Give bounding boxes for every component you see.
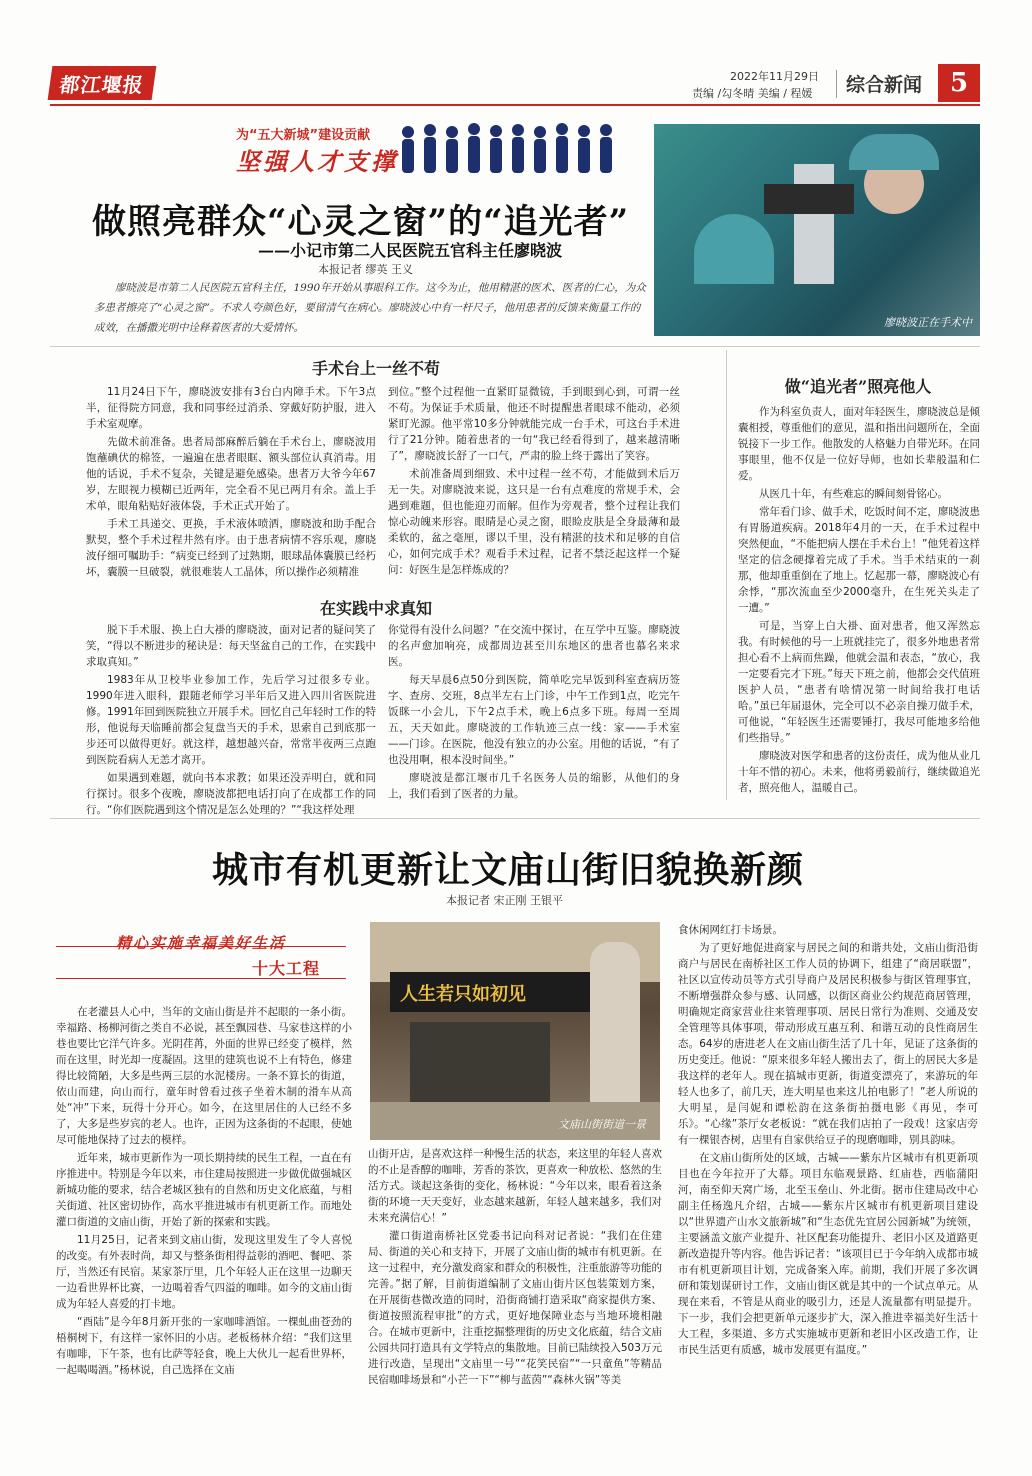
microscope-head-shape (764, 184, 854, 214)
photo-caption: 廖晓波正在手术中 (884, 316, 972, 329)
section3-title: 做“追光者”照亮他人 (784, 377, 932, 396)
banner-top: 为“五大新城”建设贡献 (236, 128, 371, 143)
section-name: 综合新闻 (846, 74, 923, 96)
people-silhouettes-icon (396, 122, 646, 176)
article2-column-2: 山街开店，是喜欢这样一种慢生活的状态，来这里的年轻人喜欢的不止是香醇的咖啡，芳香的茶饮，更喜欢一种放松、悠然的生活方式。谈起这条街的变化，杨林说：“今年以来，眼看着这条街的环境一天天变好，业态越来越新，年轻人越来越多，我们对未来充满信心！” 灌口街道南桥社区党委书记向科对记者说：“我们在住建局、街道的关心和支持下，开展了文庙山街的城市有机更新。在这一过程中，充分激发商家和群众的积极性，注重旅游等功能的完善。”据了解，目前街道编制了文庙山街片区包装策划方案，在开展街巷微改造的同时，沿街商铺打造采取“商家提供方案、街道按照流程审批”的方式，更好地保障业态与当地环境相融合。在城市更新中，注重挖掘整理街的历史文化底蕴，结合文庙公园共同打造具有文学特点的集散地。目前已陆续投入503万元进行改造，呈现出“文庙里一号”“花笑民宿”“一只童鱼”等精品民宿咖啡场景和“小芒一下”“柳与蓝茵”“森林火锅”等美 (368, 1148, 662, 1386)
newspaper-logo: 都江堰报 (48, 66, 157, 100)
street-photo-caption: 文庙山街街道一景 (558, 1118, 646, 1131)
article-divider (50, 818, 980, 819)
surgical-cap-shape (849, 134, 939, 170)
shop-sign-board (390, 972, 590, 1012)
page-number: 5 (938, 64, 980, 102)
article1-intro: 廖晓波是市第二人民医院五官科主任，1990年开始从事眼科工作。这今为止，他用精湛的医术、医者的仁心，为众多患者擦亮了“心灵之窗”。不求人夸颜色好，要留清气在病心。廖晓波心中有一杆尺子，他用患者的反馈来衡量工作的成效，在播撒光明中诠释着医者的大爱情怀。 (94, 282, 646, 334)
sec3-column: 作为科室负责人，面对年轻医生，廖晓波总是倾囊相授，尊重他们的意见，温和指出问题所在，全面锐接下一步工作。他散发的人格魅力自带光环。在同事眼里，他不仅是一位好导师，也如长辈般温和仁爱。 从医几十年，有些难忘的瞬间刻骨铭心。 常年看门诊、做手术，吃饭时间不定，廖晓波患有胃肠道疾病。2018年4月的一天，在手术过程中突然便血，“不能把病人摆在手术台上！”他凭着这样坚定的信念硬撑着完成了手术。当手术结束的一刹那，他却重重倒在了地上。忆起那一幕，廖晓波心有余悸，“那次流血至少2000毫升，在生死关头走了一遭。” 可是，当穿上白大褂、面对患者，他又浑然忘我。有时候他的号一上班就挂完了，很多外地患者常担心看不上病而焦躁，他就会温和表态，“放心，我一定要看完才下班。”每天下班之前，他都会交代值班医护人员，“患者有啥情况第一时间给我打电话哈。”虽已年届退休，完全可以不必亲自操刀做手术，可他说，“年轻医生还需要锤打，我尽可能地多给他们些指导。” 廖晓波对医学和患者的这份责任，成为他从业几十年不惜的初心。未来，他将勇毅前行，继续做追光者，照亮他人，温暖自己。 (738, 406, 980, 794)
article2-title: 城市有机更新让文庙山街旧貌换新颜 (212, 849, 805, 891)
shopfront-shape (410, 1022, 550, 1102)
series-banner (56, 928, 346, 988)
header-separator (836, 70, 837, 98)
section1-title: 手术台上一丝不苟 (311, 359, 440, 378)
shop-sign-text: 人生若只如初见 (400, 984, 526, 1005)
article1-subtitle: ——小记市第二人民医院五官科主任廖晓波 (258, 241, 563, 260)
street-photo (370, 922, 660, 1140)
article1-byline: 本报记者 缪英 王义 (318, 263, 413, 276)
sec1-column-2: 到位。”整个过程他一直紧盯显微镜，手到眼到心到，可谓一丝不苟。为保证手术质量，他还不时提醒患者眼球不能动，必须紧盯光源。他平常10多分钟就能完成一台手术，可这台手术进行了21分钟。随着患者的一句“我已经看得到了，越来越清晰了”，廖晓波长舒了一口气，严肃的脸上终于露出了笑容。 术前准备周到细致、术中过程一丝不苟，才能做到术后万无一失。对廖晓波来说，这只是一台有点难度的常规手术，会遇到难题，但也能迎刃而解。但作为旁观者，整个过程让我们惊心动魄来形容。眼睛是心灵之窗，眼睑皮肤是全身最薄和最柔软的，盆之毫厘，谬以千里，没有精湛的技术和足够的自信心，如何完成手术？观看手术过程，记者不禁泛起这样一个疑问：好医生是怎样炼成的？ (388, 386, 680, 576)
sec2-column-1: 脱下手术服、换上白大褂的廖晓波，面对记者的疑问笑了笑，“得以不断进步的秘诀是：每天坚盆自己的工作，在实践中求取真知。” 1983年从卫校毕业参加工作，先后学习过很多专业。1990年进入眼科，跟随老师学习半年后又进入四川省医院进修。1991年回到医院独立开展手术。回忆自己年轻时工作的特形，他说每天临睡前都会复盘当天的手术，思索自己到底那一步还可以做得更好。就这样，越想越兴奋，常常半夜两三点跑到医院看病人无恙才离开。 如果遇到难题，就向书本求教；如果还没弄明白，就和同行探讨。很多个夜晚，廖晓波都把电话打向了在成都工作的同行。“你们医院遇到这个情况是怎么处理的？”“我这样处理 (86, 624, 376, 816)
microscope-shape (794, 164, 834, 284)
series-line-1: 精心实施幸福美好生活 (116, 934, 287, 952)
sec2-column-2: 你觉得有没什么问题？”在交流中探讨，在互学中互鉴。廖晓波的名声愈加响亮，成都周边甚至川东地区的患者也慕名来求医。 每天早晨6点50分到医院，简单吃完早饭到科室查病历签字、查房、交班，8点半左右上门诊，中午工作到1点，吃完午饭眯一小会儿，下午2点手术，晚上6点多下班。每周一至周五，天天如此。廖晓波的工作轨迹三点一线：家——手术室——门诊。在医院，他没有独立的办公室。用他的话说，“有了也没用啊，根本没时间坐。” 廖晓波是都江堰市几千名医务人员的缩影，从他们的身上，我们看到了医者的力量。 (388, 624, 680, 800)
sec1-column-1: 11月24日下午，廖晓波安排有3台白内障手术。下午3点半，征得院方同意，我和同事经过消杀、穿戴好防护服，进入手术室观摩。 先做术前准备。患者局部麻醉后躺在手术台上，廖晓波用饱蘸碘伏的棉签，一遍遍在患者眼眶、额头部位认真消毒。用他的话说，手术不复杂，关键是避免感染。患者万大爷今年67岁，左眼视力模糊已近两年，完全看不见已两月有余。盖上手术单，眼角粘贴好液体袋，手术正式开始了。 手术工具递交、更换，手术液体喷洒，廖晓波和助手配合默契，整个手术过程井然有序。由于患者病情不容乐观，廖晓波仔细可嘱助手：“病变已经到了过熟期，眼球晶体囊膜已经朽坏，囊膜一旦破裂，就很难装人工晶体，所以操作必须精准 (86, 386, 376, 578)
article2-column-3: 食休闲网红打卡场景。 为了更好地促进商家与居民之间的和谐共处，文庙山街沿街商户与居民在南桥社区工作人员的协调下，组建了“商居联盟”，社区以宣传动员等方式引导商户及居民积极参与街区管理事宜，不断增强群众参与感、认同感，以街区商业公约规范商居管理，明确规定商家营业往来管理事项、居民日常行为准则、交通及安全管理等具体事项，带动形成互惠互利、和谐互动的良性商居生态。64岁的唐进老人在文庙山街生活了几十年，见证了这条街的历史变迁。他说：“原来很多年轻人搬出去了，街上的居民大多是我这样的老年人。现在搞城市更新，街道变漂亮了，来游玩的年轻人也多了，前几天，连大明星也来这儿拍电影了！”老人所说的大明星，是闫妮和谭松韵在这条街拍摄电影《再见，李可乐》。“心缘”茶厅女老板说：“就在我们店拍了一段戏！这家店旁有一棵银杏树，店里有自家供给豆子的现磨咖啡，别具韵味。 在文庙山街所处的区域，古城——紫东片区城市有机更新项目也在今年拉开了大幕。项目东临观景路、红庙巷，西临蒲阳河，南至仰天窝广场，北至玉垒山、外北街。据市住建局改中心副主任杨逸凡介绍，古城——紫东片区城市有机更新项目建设以“世界遗产山水文旅新城”和“生态优先宜居公园新城”为统领，主要涵盖文旅产业提升、社区配套功能提升、老旧小区及道路更新改造提升等内容。他告诉记者：“该项目已于今年纳入成都市城市有机更新项目计划，完成备案入库。前期，我们开展了多次调研和策划谋研讨工作，文庙山街区就是其中的一个试点单元。从现在来看，不管是从商业的吸引力，还是人流量都有明显提升。下一步，我们会把更新单元逐步扩大，深入推进幸福美好生活十大工程，多渠道、多方式实施城市更新和老旧小区改造工作，让市民生活更有质感，城市发展更有温度。” (678, 924, 978, 1356)
assistant-shape (694, 214, 774, 284)
header-rule (50, 104, 980, 106)
article1-title: 做照亮群众“心灵之窗”的“追光者” (92, 202, 630, 242)
section2-title: 在实践中求真知 (319, 599, 432, 618)
divider-rule (50, 346, 980, 347)
banner-main: 坚强人才支撑 (236, 147, 398, 176)
surgery-photo (654, 124, 980, 336)
article2-column-1: 在老灌县人心中，当年的文庙山街是并不起眼的一条小街。幸福路、杨柳河街之类自不必说，甚至飘园巷、马家巷这样的小巷也要比它洋气许多。光阴荏苒，外面的世界已经变了模样，然而在这里，时光却一度凝固。这里的建筑也说不上有特色，修建得比较简陋，大多是些两三层的水泥楼房。一条不算长的街道，依山而建，向山而行，童年时曾看过孩子坐着木制的滑车从高处“冲”下来，玩得十分开心。如今，在这里居住的人已经不多了，大多是些岁宾的老人。也许，正因为这条街的不起眼，使她尽可能地保持了过去的模样。 近年来，城市更新作为一项长期持续的民生工程，一直在有序推进中。特别是今年以来，市住建局按照进一步做优做强城区新城功能的要求，结合老城区独有的自然和历史文化底蕴，与相关街道、社区密切协作，高水平推进城市有机更新工作。而地处灌口街道的文庙山街，开始了新的探索和实践。 11月25日，记者来到文庙山街，发现这里发生了令人喜悦的改变。有外表时尚，却又与整条街相得益彰的酒吧、餐吧、茶厅，当然还有民宿。某家茶厅里，几个年轻人正在这里一边聊天一边看世界杯比赛，一边喝着香气四溢的咖啡。如今的文庙山街成为年轻人喜爱的打卡地。 “酉陆”是今年8月新开张的一家咖啡酒馆。一棵虬曲苍劲的梧桐树下，有这样一家怀旧的小店。老板杨林介绍：“我们这里有咖啡，下午茶，也有比萨等轻食，晚上大伙儿一起看世界杯，一起喝喝酒。”杨林说，自己选择在文庙 (56, 1006, 352, 1376)
issue-date: 2022年11月29日 (730, 70, 819, 83)
article2-byline: 本报记者 宋正刚 王银平 (446, 894, 563, 907)
series-line-2: 十大工程 (252, 959, 321, 978)
editors-line: 责编 /勾冬晴 美编 / 程媛 (692, 87, 813, 100)
column-divider (726, 350, 727, 800)
